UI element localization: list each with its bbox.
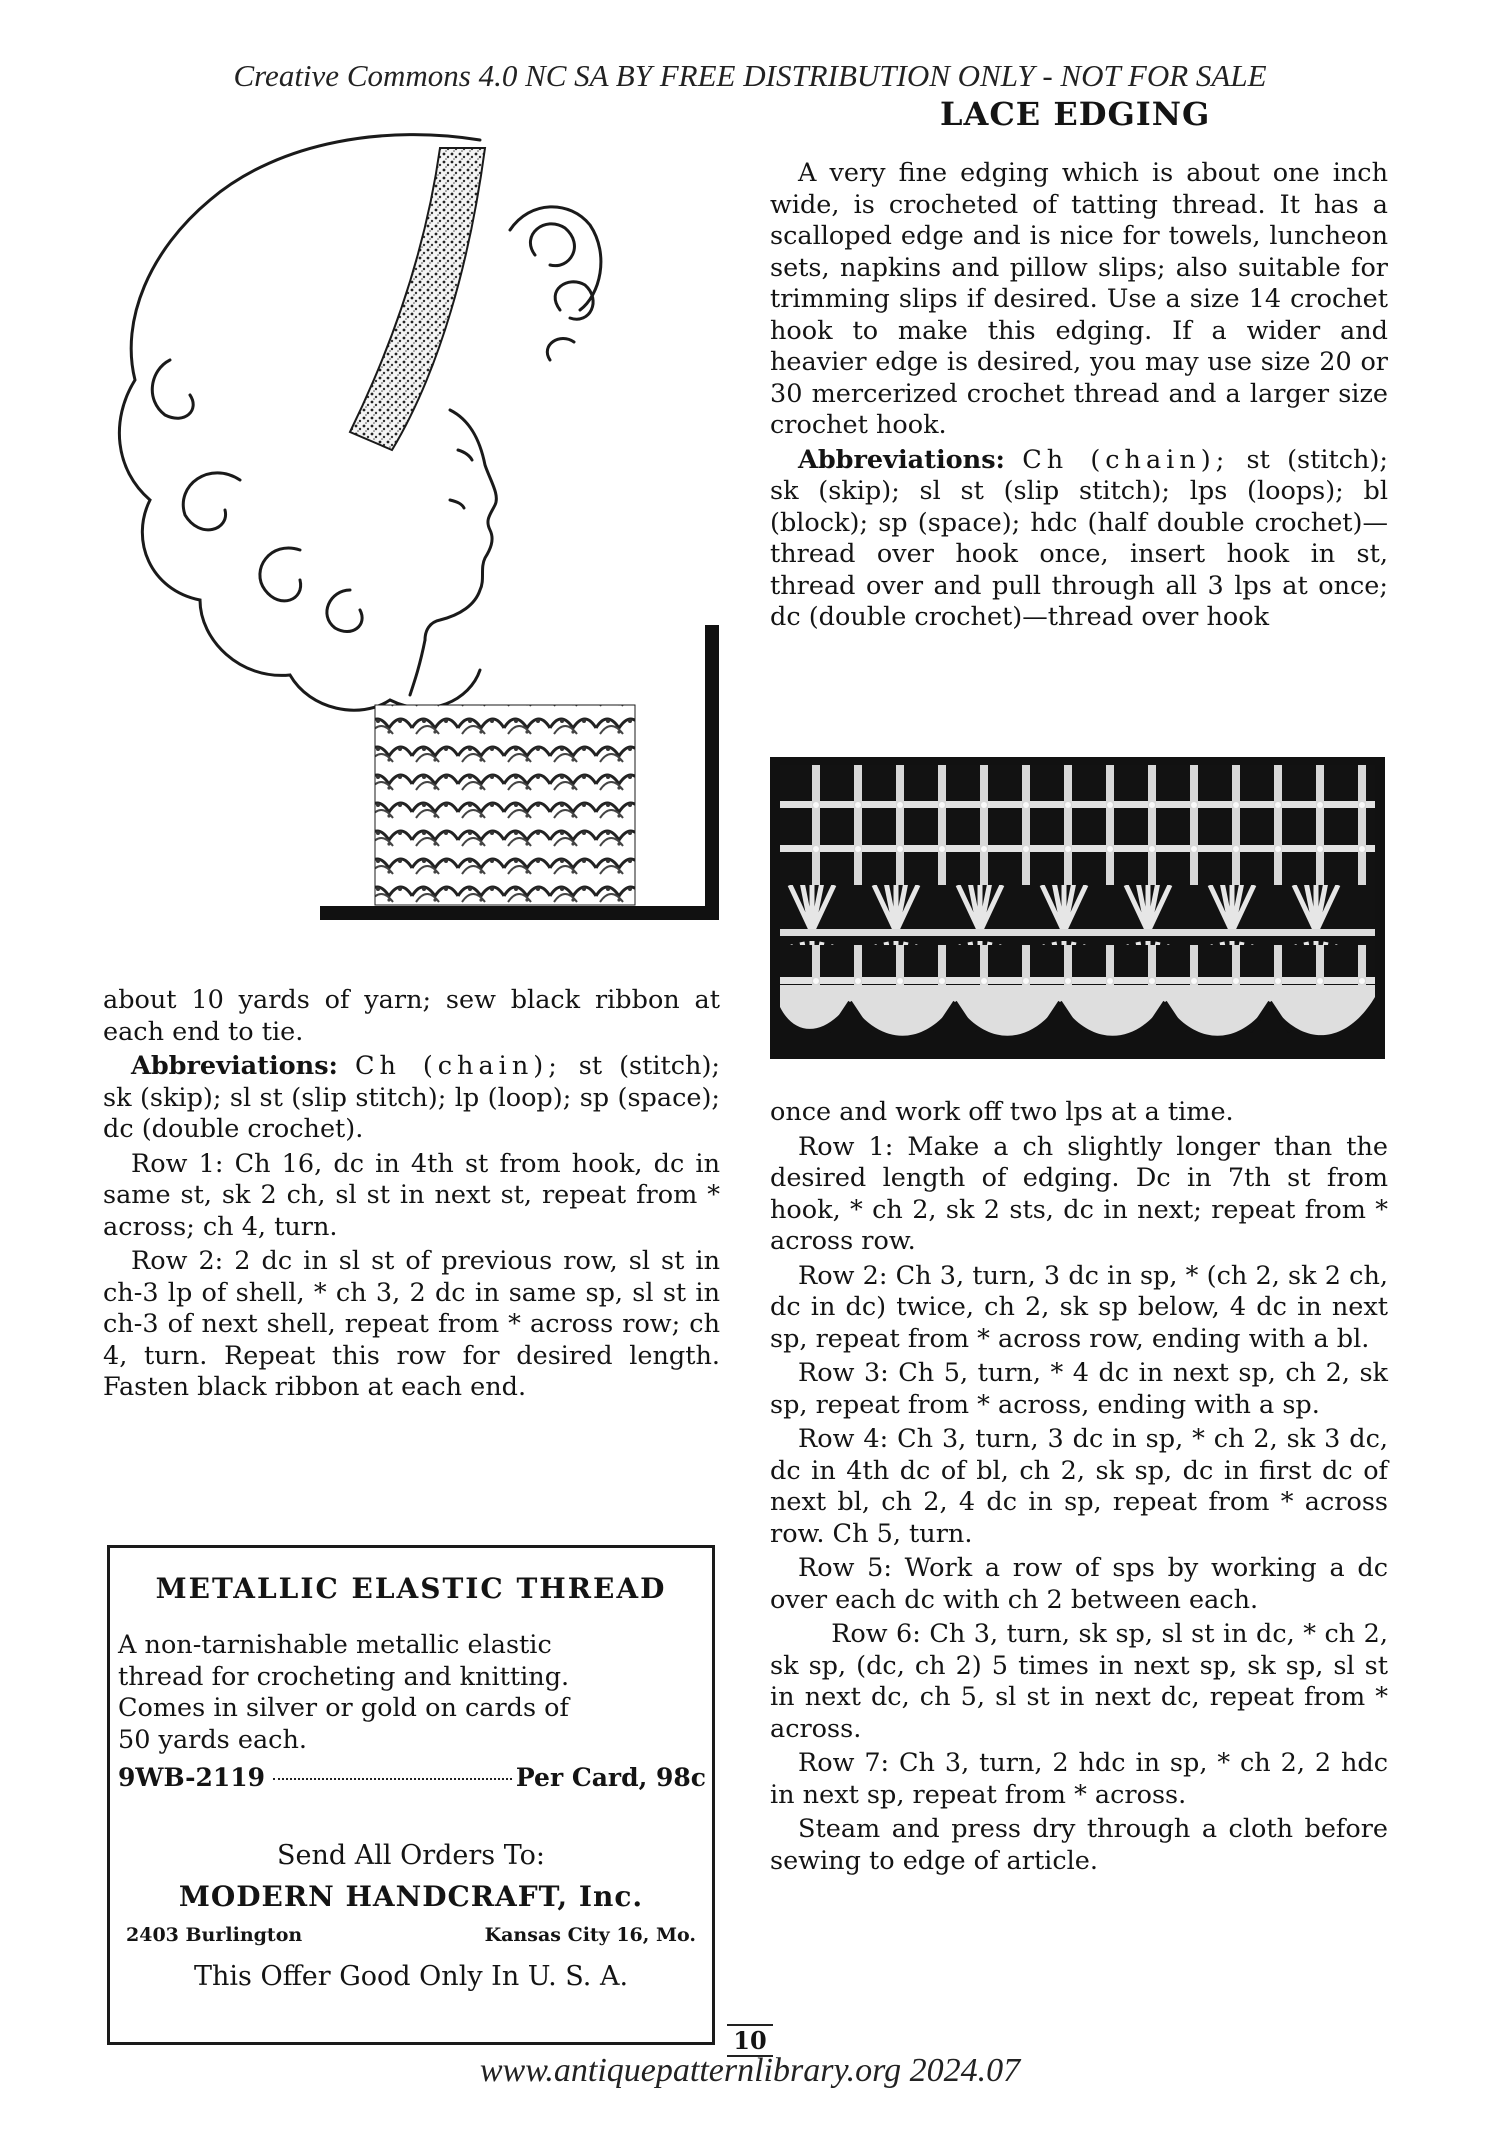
ad-price: Per Card, 98c bbox=[515, 1763, 706, 1792]
lace-edging-text bbox=[770, 158, 1388, 637]
headband-row-1: Row 1: Ch 16, dc in 4th st from hook, dc in same st, sk 2 ch, sl st in next st, repeat from * across; ch 4, turn. bbox=[103, 1148, 720, 1242]
ad-offer-note: This Offer Good Only In U. S. A. bbox=[193, 1961, 629, 1992]
lace-abbreviations bbox=[770, 445, 1388, 634]
lace-edging-photo bbox=[770, 757, 1385, 1059]
metallic-thread-ad bbox=[107, 1545, 715, 2045]
headband-instructions bbox=[103, 985, 720, 1407]
ad-title: METALLIC ELASTIC THREAD bbox=[155, 1572, 667, 1605]
lace-edging-title: LACE EDGING bbox=[940, 95, 1211, 133]
lace-edging-instructions bbox=[770, 1097, 1388, 1880]
lace-row-4: Row 4: Ch 3, turn, 3 dc in sp, * ch 2, sk 3 dc, dc in 4th dc of bl, ch 2, sk sp, dc in first dc of next bl, ch 2, 4 dc in sp, repeat from * across row. Ch 5, turn. bbox=[770, 1424, 1388, 1549]
lace-row-1: Row 1: Make a ch slightly longer than the desired length of edging. Dc in 7th st from hook, * ch 2, sk 2 sts, dc in next; repeat from * across row. bbox=[770, 1131, 1388, 1256]
ad-desc-line: Comes in silver or gold on cards of bbox=[118, 1693, 569, 1723]
headband-intro: about 10 yards of yarn; sew black ribbon at each end to tie. bbox=[103, 985, 720, 1047]
headband-abbr-label: Abbreviations: bbox=[131, 1051, 338, 1081]
headband-row-2: Row 2: 2 dc in sl st of previous row, sl st in ch-3 lp of shell, * ch 3, 2 dc in same sp, sl st in ch-3 of next shell, repeat from * across row; ch 4, turn. Repeat this row for desired length. Fasten black ribbon at each end. bbox=[103, 1246, 720, 1402]
ad-address bbox=[126, 1924, 696, 1946]
license-notice: Creative Commons 4.0 NC SA BY FREE DISTRIBUTION ONLY - NOT FOR SALE bbox=[233, 58, 1267, 93]
ad-order-line bbox=[118, 1763, 706, 1792]
ad-product-code: 9WB-2119 bbox=[118, 1763, 266, 1792]
lace-abbr-continued: once and work off two lps at a time. bbox=[770, 1097, 1234, 1127]
lace-abbr-rest: (stitch); sk (skip); sl st (slip stitch); lps (loops); bl (block); sp (space); hdc (half double crochet)—thread over hook once, insert hook in st, thread over and pull through all 3 lps at once; dc (double crochet)—thread over hook bbox=[770, 444, 1389, 632]
headband-abbr-st: st bbox=[578, 1051, 603, 1081]
headband-abbr-rest: (stitch); sk (skip); sl st (slip stitch); lp (loop); sp (space); dc (double crochet). bbox=[103, 1051, 721, 1144]
footer-url: www.antiquepatternlibrary.org 2024.07 bbox=[479, 2052, 1021, 2089]
lace-abbr-label: Abbreviations: bbox=[798, 444, 1005, 475]
lace-abbr-st: st bbox=[1246, 444, 1270, 475]
lace-row-7: Row 7: Ch 3, turn, 2 hdc in sp, * ch 2, 2 hdc in next sp, repeat from * across. bbox=[770, 1748, 1388, 1810]
ad-description bbox=[118, 1630, 706, 1756]
lace-intro: A very fine edging which is about one inch wide, is crocheted of tatting thread. It has a scalloped edge and is nice for towels, luncheon sets, napkins and pillow slips; also suitable for trimming slips if desired. Use a size 14 crochet hook to make this edging. If a wider and heavier edge is desired, you may use size 20 or 30 mercerized crochet thread and a larger size crochet hook. bbox=[770, 158, 1388, 440]
ad-desc-line: thread for crocheting and knitting. bbox=[118, 1661, 570, 1692]
page-number bbox=[0, 2026, 1500, 2055]
lace-row-6: Row 6: Ch 3, turn, sk sp, sl st in dc, * ch 2, sk sp, (dc, ch 2) 5 times in next sp, sk sp, sl st in next dc, ch 5, sl st in next dc, repeat from * across. bbox=[770, 1619, 1388, 1744]
ad-street: 2403 Burlington bbox=[126, 1924, 303, 1946]
ad-send-orders: Send All Orders To: bbox=[277, 1840, 545, 1871]
ad-desc-line: 50 yards each. bbox=[118, 1724, 307, 1755]
lace-row-2: Row 2: Ch 3, turn, 3 dc in sp, * (ch 2, sk 2 ch, dc in dc) twice, ch 2, sk sp below, 4 dc in next sp, repeat from * across row, ending with a bl. bbox=[770, 1260, 1388, 1354]
lace-row-3: Row 3: Ch 5, turn, * 4 dc in next sp, ch 2, sk sp, repeat from * across, ending with a sp. bbox=[770, 1358, 1388, 1420]
lace-abbr-first: Ch (chain); bbox=[1022, 444, 1230, 475]
ad-company-name: MODERN HANDCRAFT, Inc. bbox=[178, 1880, 644, 1913]
ad-leader-dots bbox=[273, 1778, 512, 1780]
headband-abbreviations bbox=[103, 1051, 720, 1146]
headband-abbr-first: Ch (chain); bbox=[354, 1051, 562, 1081]
lace-finish: Steam and press dry through a cloth before sewing to edge of article. bbox=[770, 1814, 1388, 1876]
ad-city: Kansas City 16, Mo. bbox=[484, 1924, 696, 1946]
page-number-value: 10 bbox=[727, 2024, 772, 2057]
lace-row-5: Row 5: Work a row of sps by working a dc over each dc with ch 2 between each. bbox=[770, 1553, 1388, 1615]
headband-illustration bbox=[90, 120, 730, 930]
ad-desc-line: A non-tarnishable metallic elastic bbox=[118, 1630, 552, 1660]
